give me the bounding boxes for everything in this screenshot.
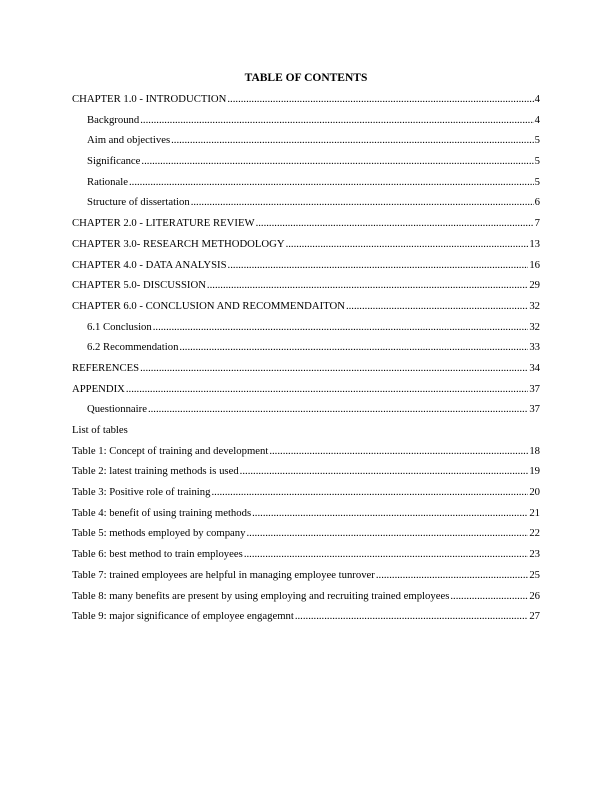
- toc-leader-dots: [141, 154, 533, 168]
- toc-entry-label: 6.2 Recommendation: [87, 341, 179, 354]
- toc-leader-dots: [256, 216, 534, 230]
- toc-leader-dots: [227, 92, 533, 106]
- toc-entry-label: CHAPTER 3.0- RESEARCH METHODOLOGY: [72, 237, 285, 250]
- toc-entry-label: Aim and objectives: [87, 134, 171, 147]
- toc-entry-recommendation[interactable]: [72, 340, 540, 361]
- table-entry-page: 26: [529, 589, 540, 602]
- toc-leader-dots: [140, 113, 533, 127]
- toc-entry-label: REFERENCES: [72, 361, 140, 374]
- table-entry-1[interactable]: [72, 444, 540, 465]
- table-entry-label: Table 7: trained employees are helpful in managing employee tunrover: [72, 568, 375, 581]
- toc-entry-references[interactable]: [72, 361, 540, 382]
- toc-entry-significance[interactable]: [72, 154, 540, 175]
- toc-entry-aim[interactable]: [72, 133, 540, 154]
- toc-entry-methodology[interactable]: [72, 237, 540, 258]
- toc-list: [72, 92, 540, 630]
- toc-entry-page: 37: [529, 382, 540, 395]
- toc-leader-dots: [269, 444, 528, 458]
- toc-entry-rationale[interactable]: [72, 175, 540, 196]
- table-entry-6[interactable]: [72, 547, 540, 568]
- table-entry-page: 21: [529, 506, 540, 519]
- table-entry-8[interactable]: [72, 589, 540, 610]
- table-entry-page: 19: [529, 465, 540, 478]
- table-entry-label: Table 4: benefit of using training methods: [72, 506, 252, 519]
- toc-leader-dots: [295, 609, 528, 623]
- table-entry-page: 25: [529, 568, 540, 581]
- table-entry-2[interactable]: [72, 464, 540, 485]
- toc-entry-background[interactable]: [72, 113, 540, 134]
- table-entry-page: 18: [529, 444, 540, 457]
- toc-title: TABLE OF CONTENTS: [244, 72, 368, 84]
- toc-entry-label: 6.1 Conclusion: [87, 320, 152, 333]
- toc-entry-page: 5: [534, 175, 540, 188]
- toc-entry-page: 37: [529, 403, 540, 416]
- toc-entry-label: CHAPTER 2.0 - LITERATURE REVIEW: [72, 217, 255, 230]
- table-entry-page: 27: [529, 610, 540, 623]
- toc-entry-appendix[interactable]: [72, 382, 540, 403]
- toc-leader-dots: [240, 464, 529, 478]
- toc-leader-dots: [228, 258, 529, 272]
- toc-entry-label: Structure of dissertation: [87, 196, 190, 209]
- toc-entry-data-analysis[interactable]: [72, 258, 540, 279]
- table-entry-page: 22: [529, 527, 540, 540]
- toc-leader-dots: [129, 175, 534, 189]
- toc-entry-page: 6: [534, 196, 540, 209]
- toc-leader-dots: [376, 568, 528, 582]
- toc-leader-dots: [244, 547, 529, 561]
- toc-entry-label: Questionnaire: [87, 403, 147, 416]
- toc-entry-conclusion[interactable]: [72, 320, 540, 341]
- toc-leader-dots: [148, 402, 528, 416]
- table-entry-page: 23: [529, 548, 540, 561]
- toc-entry-label: CHAPTER 6.0 - CONCLUSION AND RECOMMENDAITON: [72, 299, 345, 312]
- toc-leader-dots: [140, 361, 528, 375]
- toc-entry-label: CHAPTER 1.0 - INTRODUCTION: [72, 93, 227, 105]
- toc-leader-dots: [171, 133, 534, 147]
- toc-entry-label: APPENDIX: [72, 382, 125, 395]
- toc-entry-page: 5: [534, 134, 540, 147]
- list-of-tables-heading: List of tables: [72, 424, 128, 436]
- toc-entry-label: Rationale: [87, 175, 128, 188]
- toc-entry-questionnaire[interactable]: [72, 402, 540, 423]
- table-entry-label: Table 6: best method to train employees: [72, 548, 243, 561]
- toc-entry-page: 4: [534, 93, 540, 105]
- toc-leader-dots: [346, 299, 528, 313]
- toc-entry-label: Background: [87, 113, 140, 126]
- table-entry-label: Table 9: major significance of employee engagemnt: [72, 610, 294, 623]
- table-entry-label: Table 5: methods employed by company: [72, 527, 246, 540]
- toc-entry-page: 34: [529, 361, 540, 374]
- toc-entry-label: Significance: [87, 155, 141, 168]
- toc-entry-page: 5: [534, 155, 540, 168]
- toc-leader-dots: [191, 195, 534, 209]
- toc-leader-dots: [286, 237, 529, 251]
- toc-entry-page: 13: [529, 237, 540, 250]
- toc-entry-discussion[interactable]: [72, 278, 540, 299]
- table-entry-label: Table 1: Concept of training and development: [72, 444, 269, 457]
- table-entry-3[interactable]: [72, 485, 540, 506]
- toc-leader-dots: [207, 278, 528, 292]
- toc-leader-dots: [246, 526, 528, 540]
- table-entry-4[interactable]: [72, 506, 540, 527]
- toc-entry-page: 33: [529, 341, 540, 354]
- toc-entry-page: 16: [529, 258, 540, 271]
- toc-leader-dots: [179, 340, 528, 354]
- toc-leader-dots: [153, 320, 529, 334]
- toc-entry-label: CHAPTER 4.0 - DATA ANALYSIS: [72, 258, 227, 271]
- toc-entry-page: 4: [534, 113, 540, 126]
- toc-leader-dots: [126, 382, 528, 396]
- toc-leader-dots: [211, 485, 528, 499]
- toc-entry-page: 32: [529, 320, 540, 333]
- table-entry-page: 20: [529, 486, 540, 499]
- toc-entry-page: 7: [534, 217, 540, 230]
- table-entry-9[interactable]: [72, 609, 540, 630]
- toc-entry-label: CHAPTER 5.0- DISCUSSION: [72, 279, 206, 292]
- table-entry-label: Table 8: many benefits are present by using employing and recruiting trained employees: [72, 589, 450, 602]
- toc-entry-literature-review[interactable]: [72, 216, 540, 237]
- toc-entry-introduction[interactable]: [72, 92, 540, 113]
- toc-entry-page: 29: [529, 279, 540, 292]
- toc-entry-conclusion-chapter[interactable]: [72, 299, 540, 320]
- table-entry-7[interactable]: [72, 568, 540, 589]
- toc-entry-page: 32: [529, 299, 540, 312]
- table-entry-5[interactable]: [72, 526, 540, 547]
- table-entry-label: Table 2: latest training methods is used: [72, 465, 239, 478]
- table-entry-label: Table 3: Positive role of training: [72, 486, 211, 499]
- toc-entry-structure[interactable]: [72, 195, 540, 216]
- toc-leader-dots: [252, 506, 528, 520]
- toc-leader-dots: [450, 589, 528, 603]
